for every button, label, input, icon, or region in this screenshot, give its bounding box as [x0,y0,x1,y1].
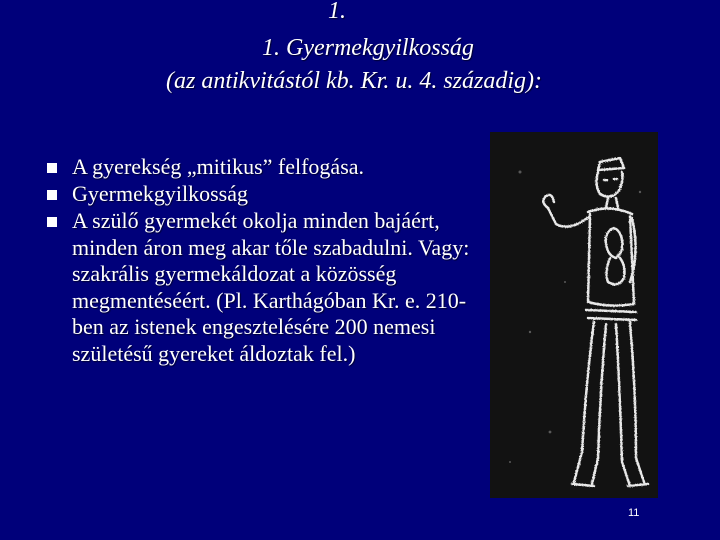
bullet-text: Gyermekgyilkosság [72,181,248,206]
bullet-list [44,154,484,368]
list-item [44,208,484,367]
square-bullet-icon [47,217,57,227]
page-number: 11 [628,507,640,519]
list-item [44,154,484,181]
square-bullet-icon [47,190,57,200]
bullet-text: A szülő gyermekét okolja minden bajáért, minden áron meg akar tőle szabadulni. Vagy: szakrális gyermekáldozat a közösség megmentéséért. (Pl. Karthágóban Kr. e. 210-ben az istenek engesztelésére 200 nemesi születésű gyereket áldoztak fel.) [72,208,470,366]
list-item [44,181,484,208]
figure-drawing [490,132,658,498]
title-line-1: 1. [328,0,346,24]
bullet-text: A gyerekség „mitikus” felfogása. [72,154,365,179]
engraving-image [490,132,658,498]
title-line-2: 1. Gyermekgyilkosság [262,35,474,61]
square-bullet-icon [47,163,57,173]
title-line-3: (az antikvitástól kb. Kr. u. 4. századig): [166,68,542,94]
